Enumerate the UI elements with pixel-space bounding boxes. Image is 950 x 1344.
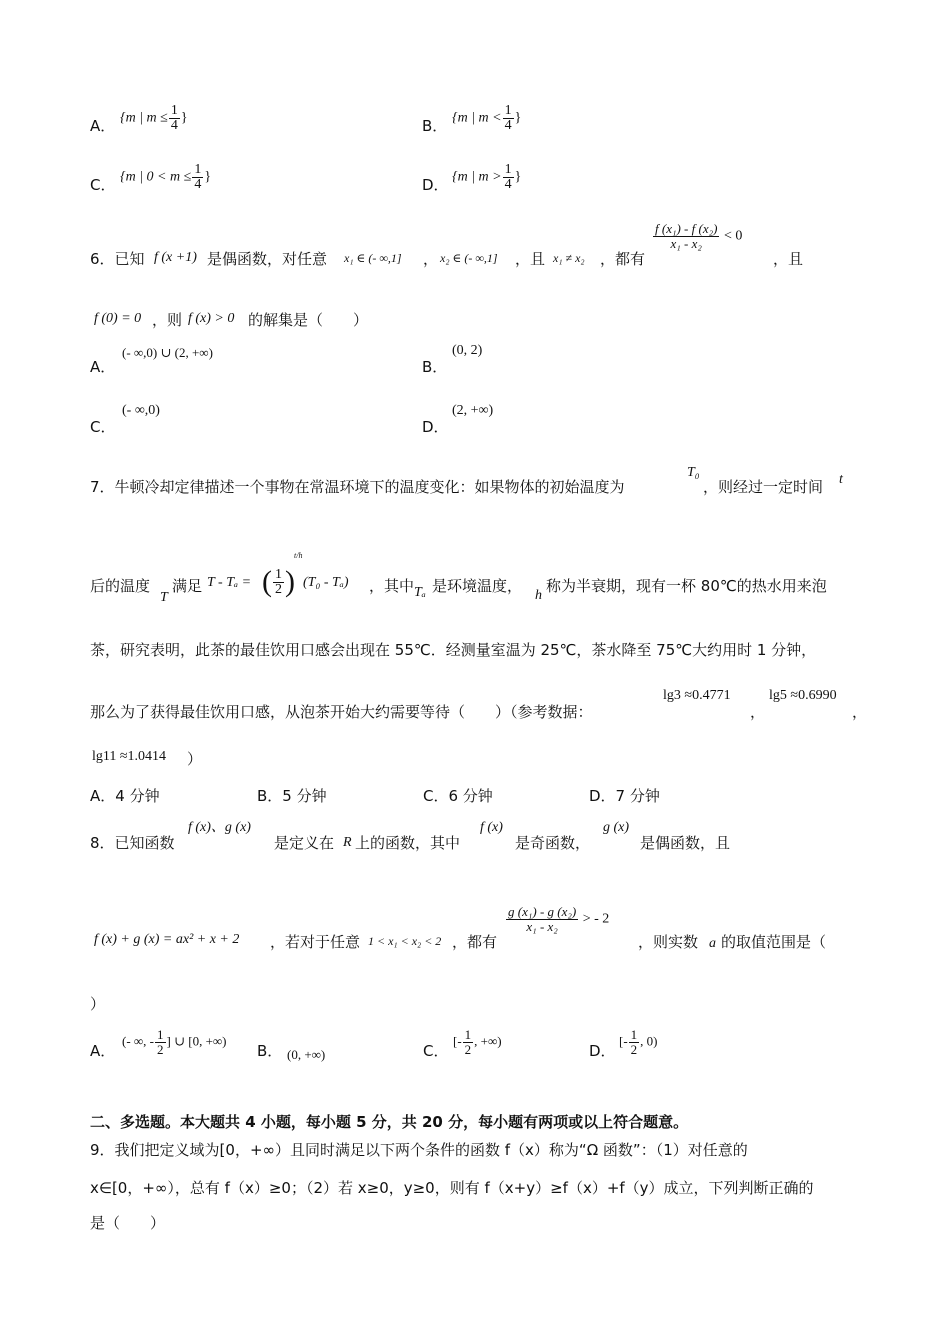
q8-gx: g (x) xyxy=(603,820,630,835)
q6-option-d-math: (2, +∞) xyxy=(452,403,494,418)
q8-text5: 是偶函数，且 xyxy=(640,834,731,852)
q7-line3: 茶，研究表明，此茶的最佳饮用口感会出现在 55℃．经测量室温为 25℃，茶水降至 75℃大约用时 1 分钟， xyxy=(90,641,817,659)
q7-line2-e: 称为半衰期，现有一杯 80℃的热水用来泡 xyxy=(546,577,827,595)
q8-option-d-math: [- $\frac{1}{2}$ , 0) xyxy=(619,1027,658,1057)
section-2-title: 二、多选题。本大题共 4 小题，每小题 5 分，共 20 分，每小题有两项或以上符合题意。 xyxy=(90,1113,689,1131)
q9-line1: 9．我们把定义域为[0，+∞）且同时满足以下两个条件的函数 f（x）称为“Ω 函数”：（1）对任意的 xyxy=(90,1141,748,1159)
q5-option-a-label: A． xyxy=(90,117,116,135)
q8-text7: ，都有 xyxy=(452,933,498,951)
q7-formula-exp: t/h xyxy=(294,551,303,560)
q7-line2-d: 是环境温度， xyxy=(432,577,523,595)
q7-line1-text2: ，则经过一定时间 xyxy=(703,478,824,496)
q8-option-d-label: D． xyxy=(589,1042,616,1060)
q7-lg5: lg5 ≈0.6990 xyxy=(769,688,837,703)
q5-option-c-math: {m | 0 < m ≤ $\frac{1}{4}$ } xyxy=(120,162,212,192)
q6-option-d-label: D． xyxy=(422,418,449,436)
q6-cond2: x₂ ∈ (- ∞,1] xyxy=(440,251,498,265)
q6-cond3: x₁ ≠ x₂ xyxy=(553,251,585,265)
q5-option-d-label: D． xyxy=(422,176,449,194)
q6-sep: ， xyxy=(423,250,439,268)
q7-line2-c: ，其中 xyxy=(369,577,415,595)
q8-equation: f (x) + g (x) = ax² + x + 2 xyxy=(94,932,240,947)
q5-option-b-label: B． xyxy=(422,117,448,135)
q7-h: h xyxy=(535,588,542,603)
q6-f-x-plus-1: f (x +1) xyxy=(154,250,197,265)
q7-option-c: C．6 分钟 xyxy=(423,787,493,805)
q7-T: T xyxy=(160,590,168,605)
q8-option-b-math: (0, +∞) xyxy=(287,1047,326,1062)
q8-option-a-label: A． xyxy=(90,1042,116,1060)
q6-option-a-math: (- ∞,0) ∪ (2, +∞) xyxy=(122,345,213,360)
q7-formula-lhs: T - Tₐ = xyxy=(207,575,252,590)
q5-option-d-math: {m | m > $\frac{1}{4}$ } xyxy=(452,162,522,192)
q8-fx: f (x) xyxy=(480,820,503,835)
q8-text4: 是奇函数， xyxy=(515,834,591,852)
q6-fraction: $\frac{\text{f (x₁) - f (x₂)}}{\text{x₁ - x₂}}$ < 0 xyxy=(655,221,743,251)
q5-option-a-math: {m | m ≤ $\frac{1}{4}$ } xyxy=(120,103,188,133)
q8-text2: 是定义在 xyxy=(274,834,335,852)
q8-text1: 8．已知函数 xyxy=(90,834,175,852)
q8-option-a-math: (- ∞, - $\frac{1}{2}$ ] ∪ [0, +∞) xyxy=(122,1027,227,1057)
q8-range: 1 < x₁ < x₂ < 2 xyxy=(368,934,442,948)
q6-option-c-math: (- ∞,0) xyxy=(122,403,160,418)
q7-option-b: B．5 分钟 xyxy=(257,787,327,805)
q8-text9: 的取值范围是（ xyxy=(721,933,827,951)
q7-option-d: D．7 分钟 xyxy=(589,787,660,805)
q6-text5: ，则 xyxy=(152,311,183,329)
q7-option-a: A．4 分钟 xyxy=(90,787,160,805)
q6-option-c-label: C． xyxy=(90,418,116,436)
q7-formula-rhs: (T₀ - Tₐ) xyxy=(303,575,349,590)
q8-text3: 上的函数，其中 xyxy=(355,834,461,852)
q8-option-c-label: C． xyxy=(423,1042,449,1060)
q8-option-c-math: [- $\frac{1}{2}$ , +∞) xyxy=(453,1027,502,1057)
q6-cond1: x₁ ∈ (- ∞,1] xyxy=(344,251,402,265)
q6-text3: ，都有 xyxy=(600,250,646,268)
q6-option-b-label: B． xyxy=(422,358,448,376)
q7-t: t xyxy=(839,472,843,487)
q7-line1-text: 7．牛顿冷却定律描述一个事物在常温环境下的温度变化：如果物体的初始温度为 xyxy=(90,478,625,496)
q7-comma: ， xyxy=(750,703,766,721)
q7-comma2: ， xyxy=(852,703,868,721)
q7-line2-a: 后的温度 xyxy=(90,577,151,595)
q8-text6: ，若对于任意 xyxy=(270,933,361,951)
q7-formula-half: ( $\frac{1}{2}$ ) xyxy=(262,565,295,598)
q7-line4: 那么为了获得最佳饮用口感，从泡茶开始大约需要等待（ ）（参考数据： xyxy=(90,703,593,721)
q5-option-b-math: {m | m < $\frac{1}{4}$ } xyxy=(452,103,522,133)
q9-line2: x∈[0，+∞），总有 f（x）≥0；（2）若 x≥0，y≥0，则有 f（x+y）≥f（x）+f（y）成立，下列判断正确的 xyxy=(90,1179,814,1197)
q8-close: ） xyxy=(90,995,106,1013)
q7-T0: T₀ xyxy=(687,465,700,480)
q6-f0: f (0) = 0 xyxy=(94,311,142,326)
q6-option-b-math: (0, 2) xyxy=(452,343,483,358)
q9-line3: 是（ ） xyxy=(90,1214,166,1232)
q6-fx-gt0: f (x) > 0 xyxy=(188,311,235,326)
q6-text1: 是偶函数，对任意 xyxy=(207,250,328,268)
q7-Ta: Tₐ xyxy=(414,585,426,600)
q7-line2-b: 满足 xyxy=(172,577,203,595)
q6-text6: 的解集是（ ） xyxy=(248,311,369,329)
q6-number: 6．已知 xyxy=(90,250,145,268)
q8-fraction: $\frac{\text{g (x₁) - g (x₂)}}{\text{x₁ - x₂}}$ > - 2 xyxy=(508,904,610,934)
q7-lg3: lg3 ≈0.4771 xyxy=(663,688,731,703)
q6-text2: ，且 xyxy=(515,250,546,268)
q8-option-b-label: B． xyxy=(257,1042,283,1060)
q8-R: R xyxy=(343,835,352,850)
q7-lg11: lg11 ≈1.0414 xyxy=(92,749,167,764)
q8-a: a xyxy=(709,936,716,951)
q5-option-c-label: C． xyxy=(90,176,116,194)
q7-close: ） xyxy=(187,750,203,768)
q6-text4: ，且 xyxy=(773,250,804,268)
q8-fg: f (x)、g (x) xyxy=(188,820,251,835)
q8-text8: ，则实数 xyxy=(638,933,699,951)
q6-option-a-label: A． xyxy=(90,358,116,376)
